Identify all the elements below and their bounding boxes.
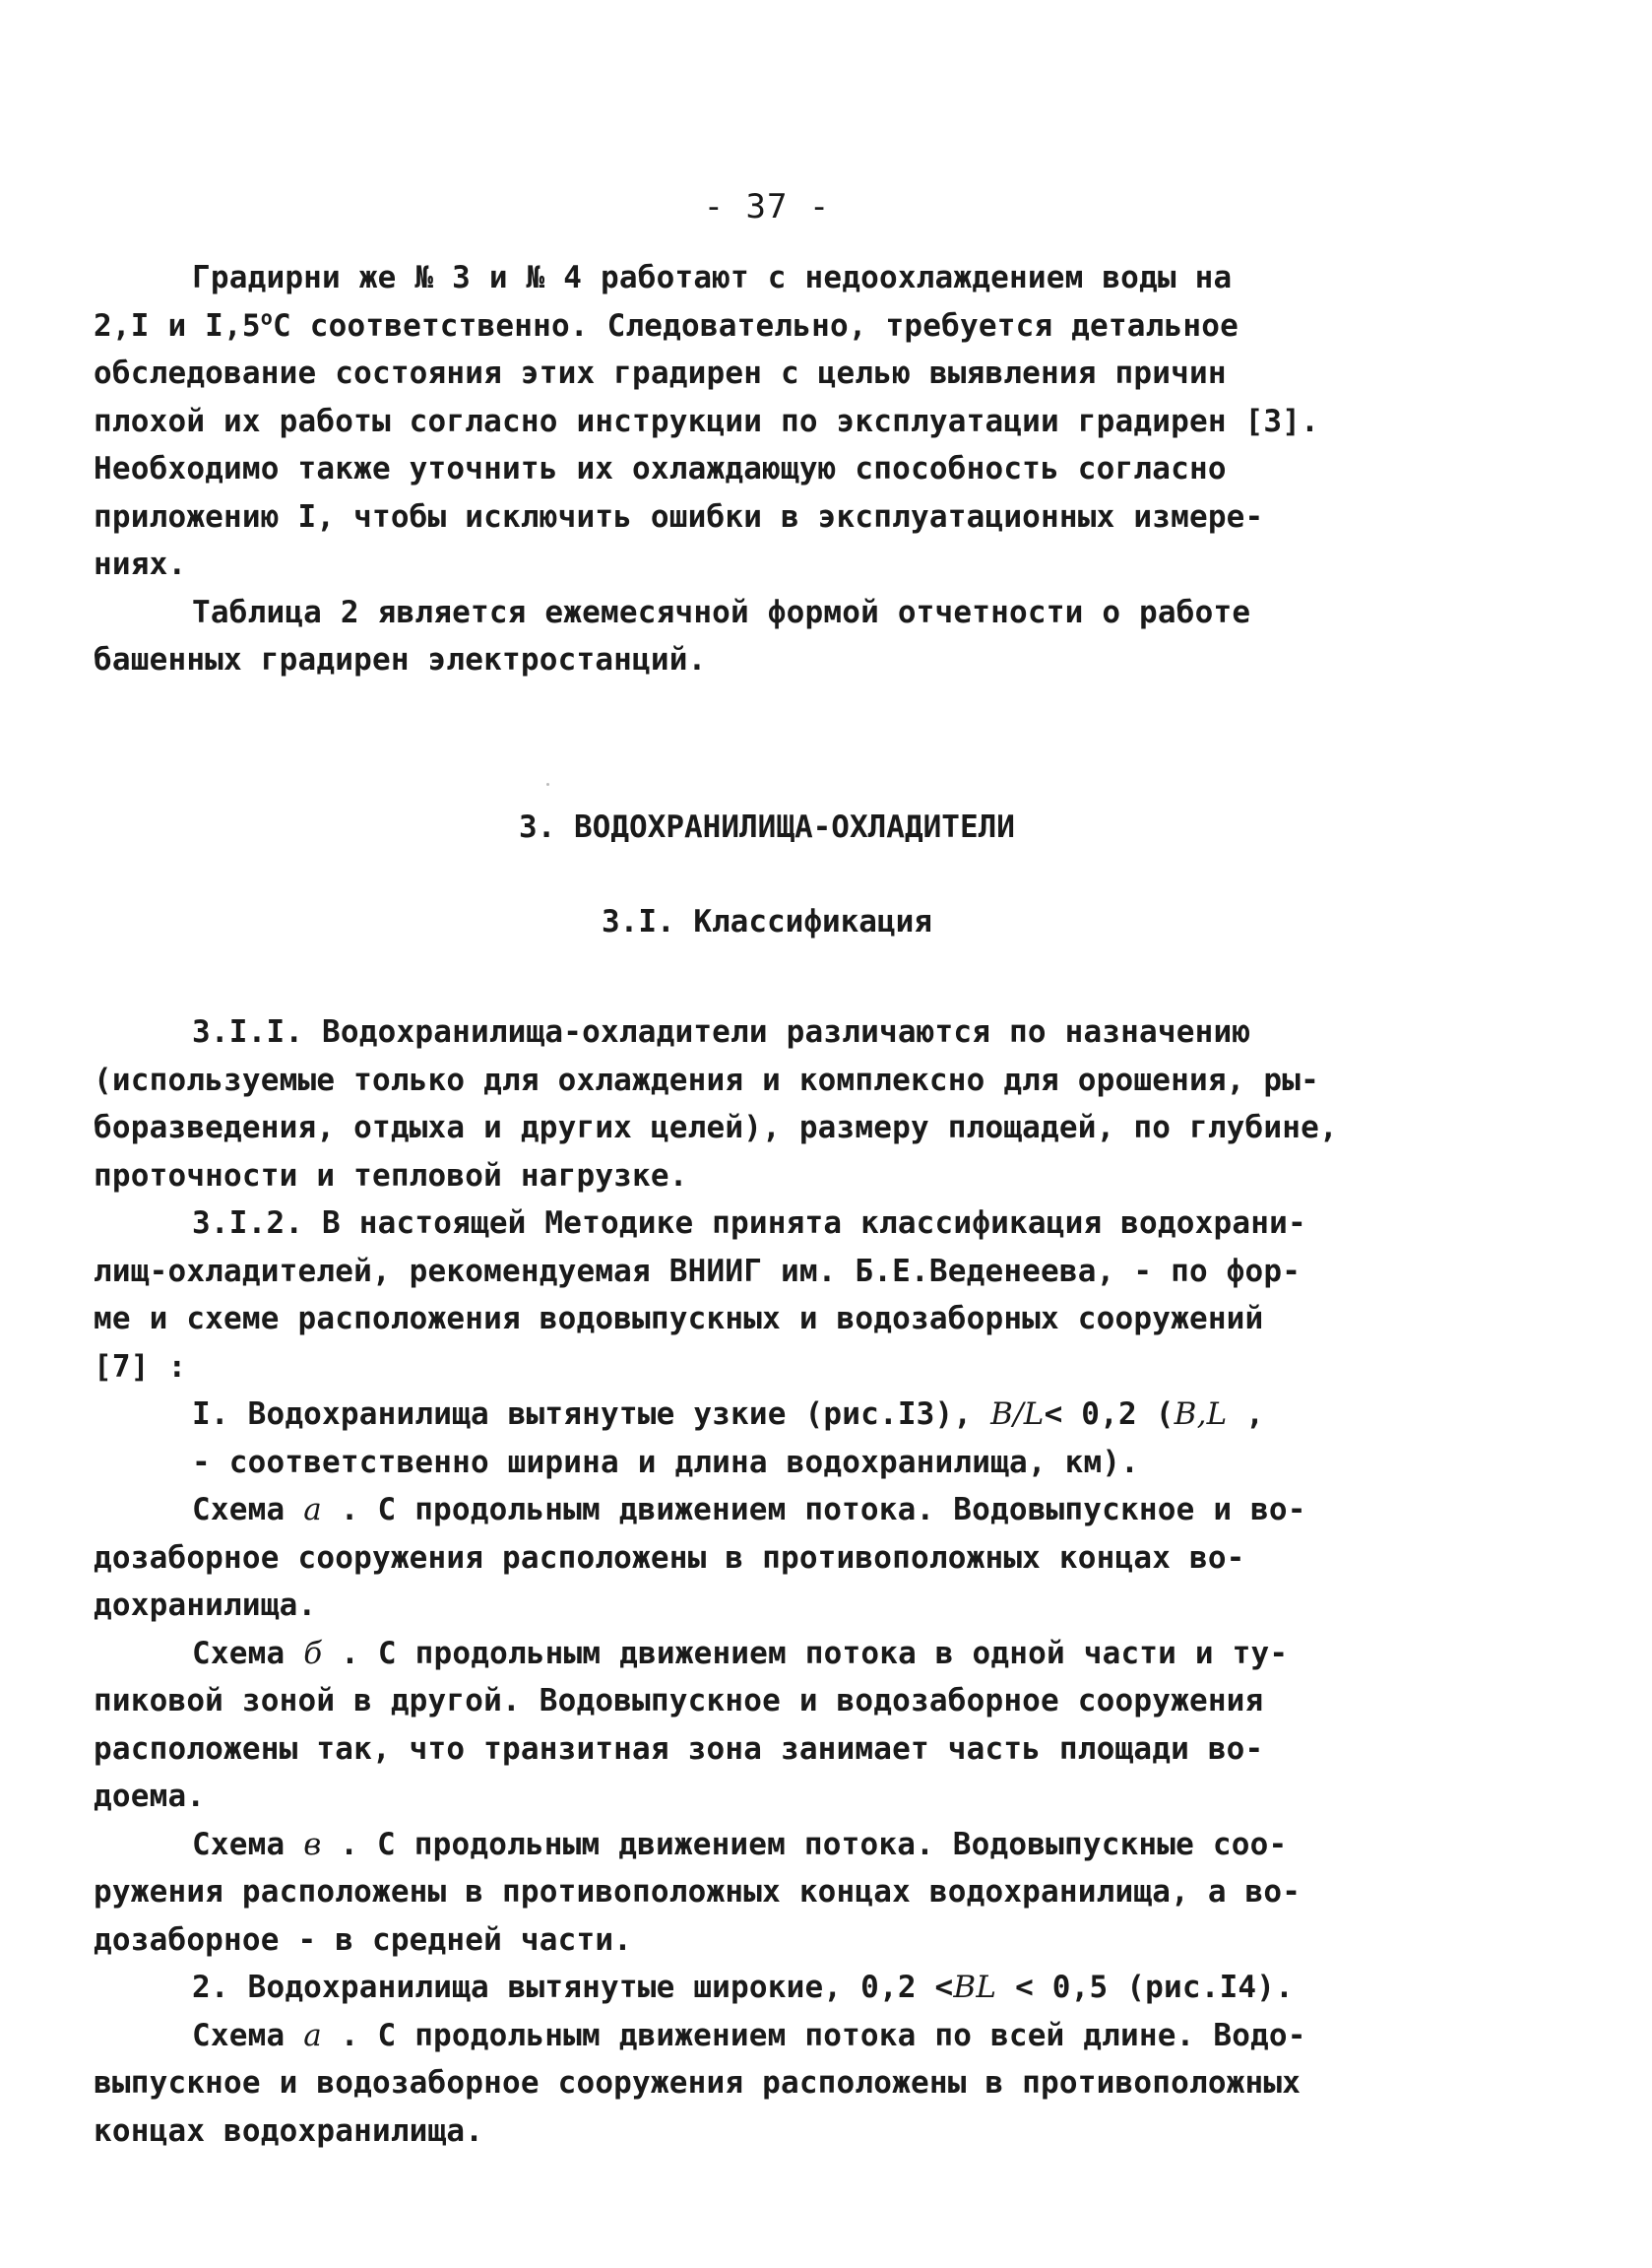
text-line: выпускное и водозаборное сооружения расположены в противоположных	[94, 2065, 1302, 2101]
scheme-letter: а	[303, 2017, 322, 2053]
text-fragment: Схема	[192, 1635, 304, 1671]
text-line: - соответственно ширина и длина водохранилища, км).	[192, 1444, 1140, 1480]
text-line: дозаборное - в средней части.	[94, 1921, 633, 1958]
text-fragment: . С продольным движением потока в одной части и ту-	[322, 1635, 1289, 1671]
text-line	[94, 1630, 1472, 1678]
text-line: пиковой зоной в другой. Водовыпускное и водозаборное сооружения	[94, 1683, 1264, 1718]
text-line: доема.	[94, 1779, 206, 1814]
text-line	[94, 1486, 1472, 1534]
scheme-letter: а	[303, 1492, 322, 1527]
text-line: башенных градирен электростанций.	[94, 642, 707, 678]
body-text	[94, 1008, 1472, 2155]
formula-fragment: B/L	[990, 1396, 1045, 1432]
degree-superscript: о	[260, 305, 274, 330]
text-line: концах водохранилища.	[94, 2112, 484, 2149]
text-line: 3.I.2. В настоящей Методике принята классификация водохрани-	[192, 1205, 1306, 1241]
scheme-letter: б	[303, 1635, 323, 1671]
text-fragment: 2. Водохранилища вытянутые широкие, 0,2 <	[192, 1970, 954, 2005]
text-fragment: С соответственно. Следовательно, требуется детальное	[273, 307, 1239, 344]
text-line	[94, 302, 1472, 351]
text-line: [7] :	[94, 1348, 187, 1385]
text-line: ме и схеме расположения водовыпускных и водозаборных сооружений	[94, 1301, 1264, 1336]
text-line: обследование состояния этих градирен с целью выявления причин	[94, 356, 1227, 391]
text-line	[94, 1391, 1472, 1439]
text-line: (используемые только для охлаждения и комплексно для орошения, ры-	[94, 1062, 1319, 1098]
section-heading: 3. ВОДОХРАНИЛИЩА-ОХЛАДИТЕЛИ	[519, 810, 1015, 845]
text-line: ниях.	[94, 547, 187, 582]
text-line: приложению I, чтобы исключить ошибки в эксплуатационных измере-	[94, 498, 1264, 535]
page-number: - 37 -	[703, 187, 831, 227]
text-line	[94, 1821, 1472, 1869]
text-fragment: Схема	[192, 2017, 304, 2053]
formula-fragment: B,L	[1174, 1396, 1228, 1432]
intro-paragraph	[94, 254, 1472, 684]
text-fragment: ,	[1227, 1396, 1265, 1432]
text-line	[94, 1964, 1472, 2012]
text-fragment: 2,I и I,5	[94, 307, 261, 344]
text-fragment: Схема	[192, 1826, 304, 1862]
text-fragment: Схема	[192, 1492, 304, 1527]
text-line: Таблица 2 является ежемесячной формой отчетности о работе	[192, 594, 1251, 630]
subsection-heading: 3.I. Классификация	[602, 904, 932, 940]
text-line: дохранилища.	[94, 1588, 317, 1623]
text-line: ружения расположены в противоположных концах водохранилища, а во-	[94, 1874, 1302, 1910]
text-line	[94, 2012, 1472, 2060]
text-line: плохой их работы согласно инструкции по эксплуатации градирен [3].	[94, 403, 1319, 439]
text-line: расположены так, что транзитная зона занимает часть площади во-	[94, 1730, 1264, 1767]
scan-speck	[546, 783, 549, 786]
text-line: 3.I.I. Водохранилища-охладители различаются по назначению	[192, 1014, 1251, 1050]
text-fragment: . С продольным движением потока. Водовыпускное и во-	[321, 1492, 1306, 1527]
text-line: Необходимо также уточнить их охлаждающую способность согласно	[94, 451, 1227, 486]
text-line: дозаборное сооружения расположены в противоположных концах во-	[94, 1539, 1245, 1576]
text-line: боразведения, отдыха и других целей), размеру площадей, по глубине,	[94, 1110, 1338, 1145]
text-line: проточности и тепловой нагрузке.	[94, 1157, 688, 1194]
scheme-letter: в	[303, 1826, 322, 1862]
text-fragment: . С продольным движением потока по всей длине. Водо-	[321, 2017, 1306, 2053]
text-fragment: I. Водохранилища вытянутые узкие (рис.I3),	[192, 1396, 991, 1432]
text-fragment: < 0,5 (рис.I4).	[996, 1970, 1295, 2005]
text-fragment: . С продольным движением потока. Водовыпускные соо-	[321, 1826, 1288, 1862]
formula-fragment: BL	[953, 1970, 997, 2005]
text-fragment: < 0,2 (	[1044, 1396, 1175, 1432]
text-line: лищ-охладителей, рекомендуемая ВНИИГ им. Б.Е.Веденеева, - по фор-	[94, 1253, 1302, 1289]
text-line: Градирни же № 3 и № 4 работают с недоохлаждением воды на	[192, 260, 1233, 295]
